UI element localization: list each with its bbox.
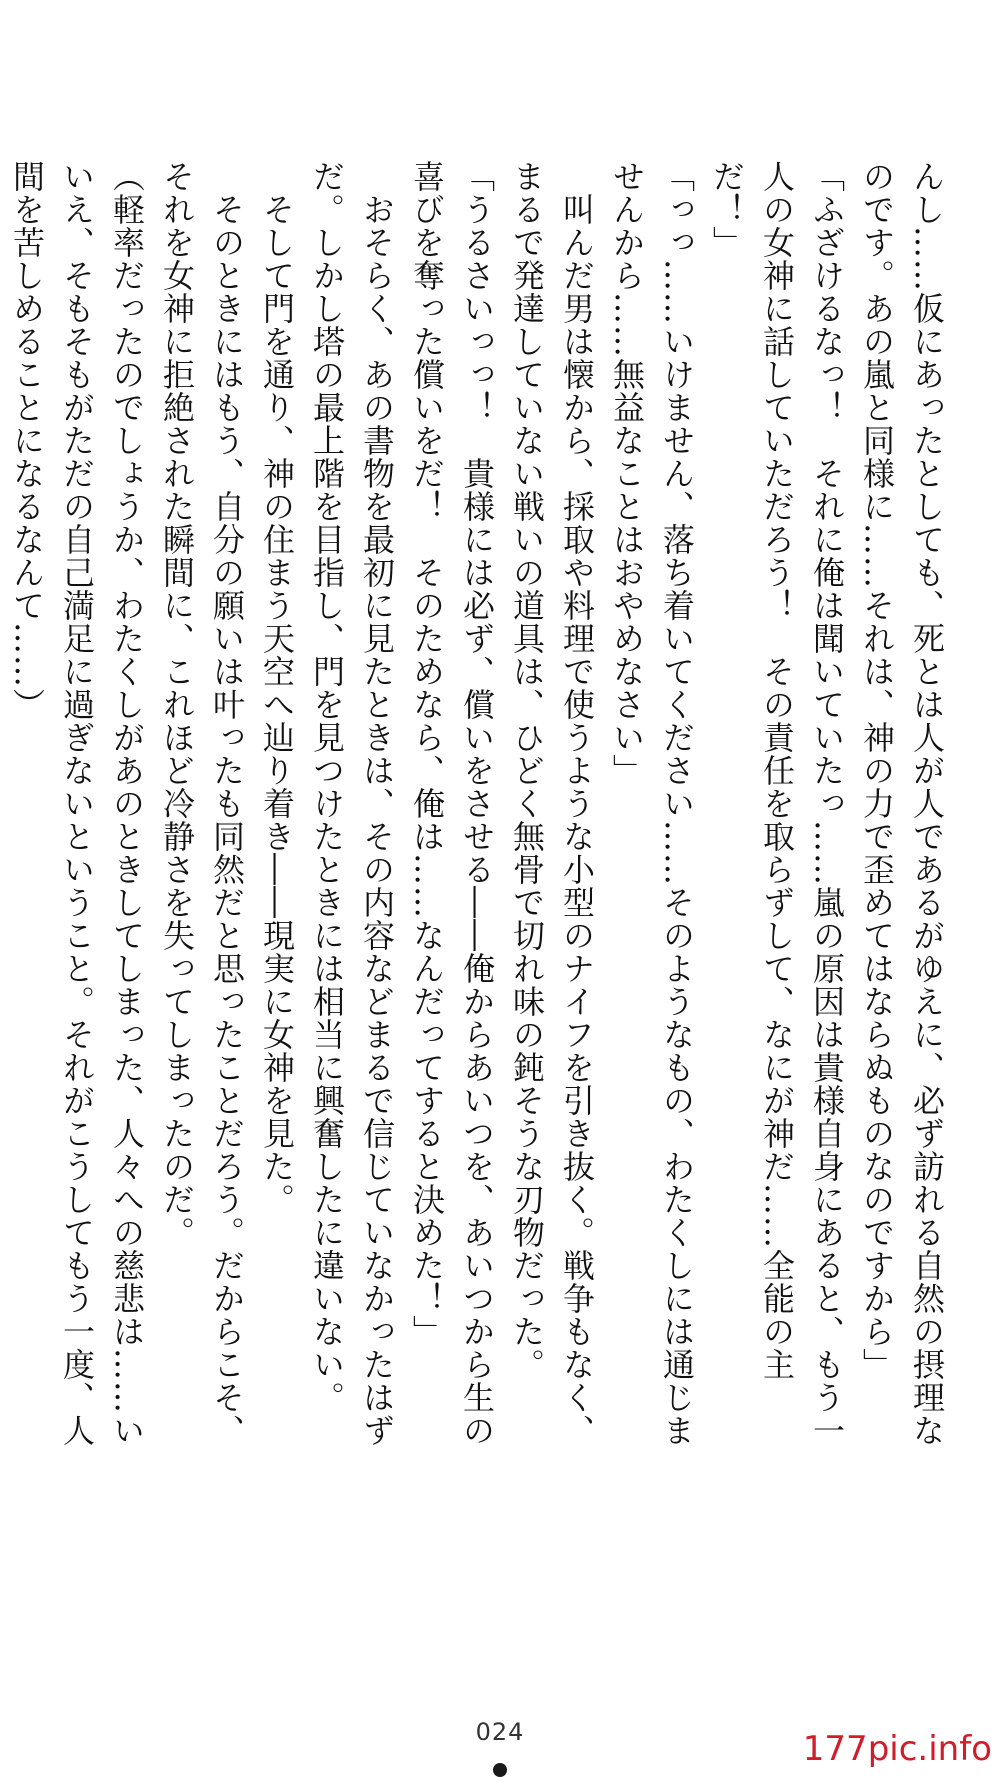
paragraph-4: 叫んだ男は懐から、採取や料理で使うような小型のナイフを引き抜く。戦争もなく、まるで発達していない戦いの道具は、ひどく無骨で切れ味の鈍そうな刃物だった。: [508, 160, 596, 1447]
paragraph-5: 「うるさいっっ！ 貴様には必ず、償いをさせる――俺からあいつを、あいつから生の喜びを奪った償いをだ！ そのためなら、俺は……なんだってすると決めた！」: [408, 160, 496, 1447]
paragraph-6: おそらく、あの書物を最初に見たときは、その内容などまるで信じていなかったはずだ。しかし塔の最上階を目指し、門を見つけたときには相当に興奮したに違いない。: [308, 160, 396, 1447]
paragraph-7: そして門を通り、神の住まう天空へ辿り着き――現実に女神を見た。: [258, 160, 296, 1216]
paragraph-3: 「っっ……いけません、落ち着いてください……そのようなもの、わたくしには通じませんから……無益なことはおやめなさい」: [608, 160, 696, 1447]
page-dot-ornament: [493, 1763, 507, 1777]
page-number: 024: [475, 1718, 525, 1746]
vertical-text-block: [2, 160, 952, 1460]
paragraph-1: んし……仮にあったとしても、死とは人が人であるがゆえに、必ず訪れる自然の摂理なのです。あの嵐と同様に……それは、神の力で歪めてはならぬものなのですから」: [858, 160, 946, 1447]
paragraph-8: そのときにはもう、自分の願いは叶ったも同然だと思ったことだろう。だからこそ、それを女神に拒絶された瞬間に、これほど冷静さを失ってしまったのだ。: [158, 160, 246, 1447]
paragraph-9: （軽率だったのでしょうか、わたくしがあのときしてしまった、人々への慈悲は……いいえ、そもそもがただの自己満足に過ぎないということ。それがこうしてもう一度、人間を苦しめることになるなんて……）: [8, 160, 146, 1447]
paragraph-2: 「ふざけるなっ！ それに俺は聞いていたっ……嵐の原因は貴様自身にあると、もう一人の女神に話していただろう！ その責任を取らずして、なにが神だ……全能の主だ！」: [708, 160, 846, 1447]
watermark: 177pic.info: [802, 1729, 992, 1769]
